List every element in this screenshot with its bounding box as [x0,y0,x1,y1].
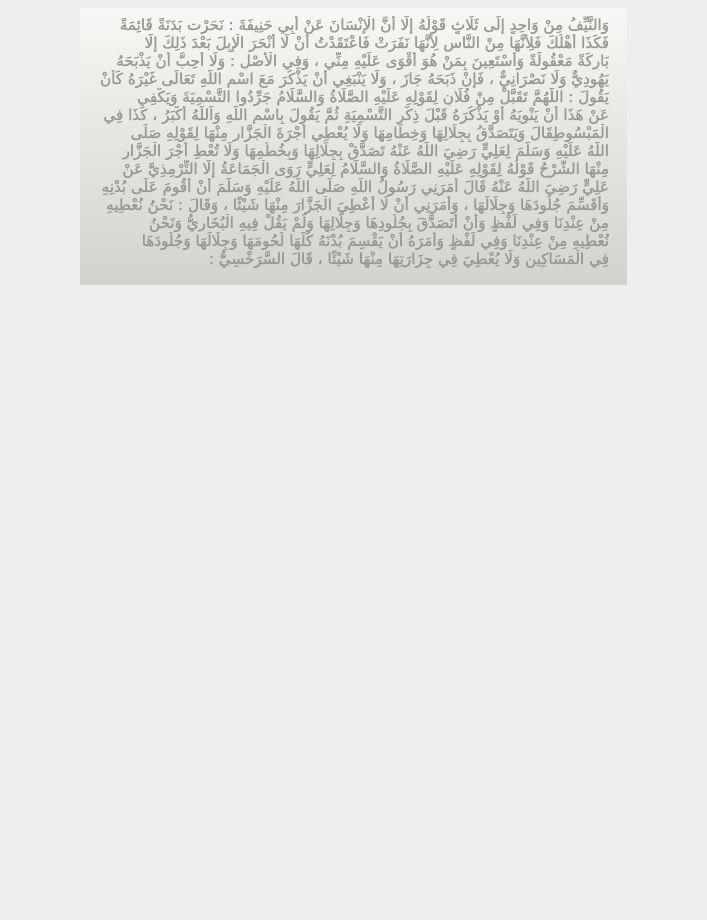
text-line: فَكَذَا أَهْلُكَ فَلِأَنَّهَا مِنْ النَّاسِ لِأَنَّهَا نَفَرَتْ فَاعْتَقَدْتُ أَنْ لَا أَنْحَرَ الْإِبِلَ بَعْدَ ذَلِكَ إلَّا [144,34,609,52]
arabic-text-body [98,16,609,268]
text-line: بَارِكَةً مَعْقُولَةً وَأَسْتَعِينَ بِمَنْ هُوَ أَقْوَى عَلَيْهِ مِنِّي ، وَفِي الْأَصْلِ : وَلَا أُحِبُّ أَنْ يَذْبَحَهُ [116,52,609,70]
text-line: نُعْطِيهِ مِنْ عِنْدِنَا وَفِي لَفْظٍ وَأَمَرَهُ أَنْ يَقْسِمَ بُدْنَهُ كُلَّهَا لُحُومَهَا وَجِلَالَهَا وَجُلُودَهَا [141,232,609,250]
text-line: وَأُقَسِّمَ جُلُودَهَا وَجِلَالَهَا ، وَأَمَرَنِي أَنْ لَا أُعْطِيَ الْجَزَّارَ مِنْهَا شَيْئًا ، وَقَالَ : نَحْنُ نُعْطِيهِ [106,196,609,214]
text-line: الْمَبْسُوطِقَالَ وَيَتَصَدَّقُ بِجِلَالِهَا وَخِطَامِهَا وَلَا يُعْطِي أُجْرَةَ الْجَزَّارِ مِنْهَا لِقَوْلِهِ صَلَّى [130,124,609,142]
text-line: عَلِيٍّ رَضِيَ اللَّهُ عَنْهُ قَالَ أَمَرَنِي رَسُولُ اللَّهِ صَلَّى اللَّهُ عَلَيْهِ وَسَلَّمَ أَنْ أَقُومَ عَلَى بُدْنِهِ [101,178,609,196]
text-line: مِنْهَا الشَّرْحُ قَوْلُهُ لِقَوْلِهِ عَلَيْهِ الصَّلَاةُ وَالسَّلَامُ لِعَلِيٍّ رَوَى الْجَمَاعَةُ إلَّا التِّرْمِذِيَّ عَنْ [122,160,609,178]
text-line: اللَّهُ عَلَيْهِ وَسَلَّمَ لِعَلِيٍّ رَضِيَ اللَّهُ عَنْهُ تَصَدَّقْ بِجِلَالِهَا وَبِخُطُمِهَا وَلَا تُعْطِ أَجْرَ الْجَزَّارِ [122,142,609,160]
text-line: عَنْ هَذَا أَنْ يَنْوِيَهُ أَوْ يَذْكُرَهُ قَبْلَ ذِكْرِ التَّسْمِيَةِ ثُمَّ يَقُولَ بِاسْمِ اللَّهِ وَاَللَّهُ أَكْبَرُ ، كَذَا فِي [103,106,609,124]
text-passage-card [80,8,627,285]
text-line: فِي الْمَسَاكِينِ وَلَا يُعْطِيَ فِي جِزَارَتِهَا مِنْهَا شَيْئًا ، قَالَ السَّرَخْسِيُّ : [208,250,609,268]
text-line: يَهُودِيٌّ وَلَا نَصْرَانِيٌّ ، فَإِنْ ذَبَحَهُ جَازَ ، وَلَا يَنْبَغِي أَنْ يَذْكُرَ مَعَ اسْمِ اللَّهِ تَعَالَى غَيْرَهُ كَأَنْ [100,70,609,88]
text-line: مِنْ عِنْدِنَا وَفِي لَفْظٍ وَأَنْ أَتَصَدَّقَ بِجُلُودِهَا وَجِلَالِهَا وَلَمْ يَقُلْ فِيهِ الْبُخَارِيُّ وَنَحْنُ [149,214,609,232]
text-line: يَقُولَ : اللَّهُمَّ تَقَبَّلْ مِنْ فُلَانٍ لِقَوْلِهِ عَلَيْهِ الصَّلَاةُ وَالسَّلَامُ جَرِّدُوا التَّسْمِيَةَ وَيَكْفِي [137,88,609,106]
text-line: وَالنَّيِّفُ مِنْ وَاحِدٍ إلَى ثَلَاثٍ قَوْلُهُ إلَّا أَنَّ الْإِنْسَانَ عَنْ أَبِي حَنِيفَةَ : نَحَرْت بَدَنَةً قَائِمَةً [119,16,609,34]
